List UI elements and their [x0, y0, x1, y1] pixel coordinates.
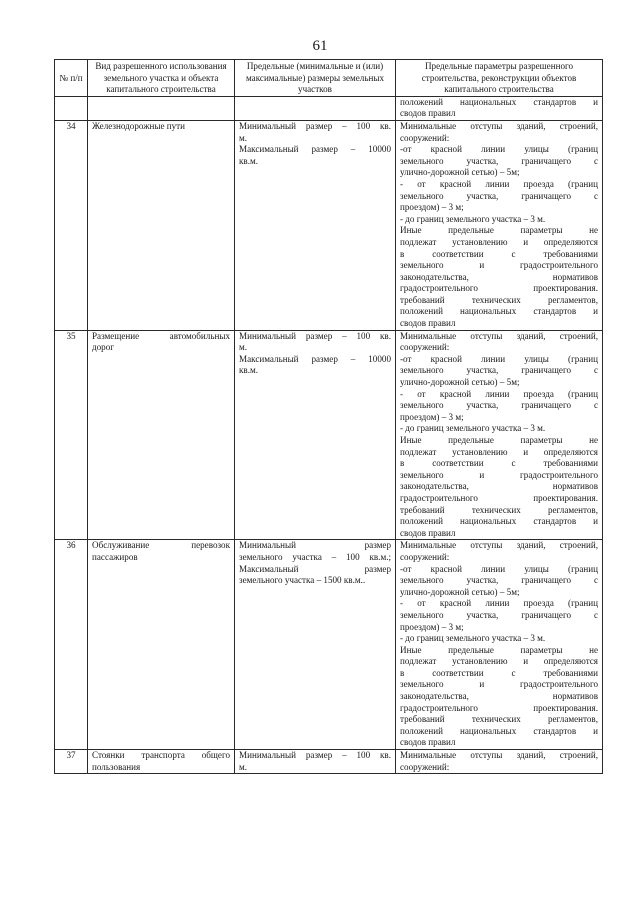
param-line: сооружений: [400, 342, 450, 353]
param-line: земельного участка, граничащего с [400, 190, 598, 201]
param-line: требований технических регламентов, [400, 504, 598, 515]
param-line: -от красной линии улицы (границ [400, 353, 598, 364]
param-line: - до границ земельного участка – 3 м. [400, 213, 546, 224]
param-line: земельного и градостроительного [400, 469, 598, 480]
param-line: земельного участка, граничащего с [400, 575, 598, 586]
param-line: сооружений: [400, 761, 450, 772]
use-type-cell [88, 750, 235, 774]
param-line: - от красной линии проезда (границ [400, 598, 598, 609]
params-cell [396, 750, 603, 774]
size-line: земельного участка – 1500 кв.м.. [239, 575, 366, 586]
row-number: 36 [55, 540, 88, 750]
param-line: подлежат установлению и определяются [400, 656, 598, 667]
size-line: Максимальный размер [239, 563, 391, 574]
param-line: градостроительного проектирования. [400, 702, 598, 713]
param-line: Минимальные отступы зданий, строений, [400, 120, 598, 131]
use-type-line: Железнодорожные пути [92, 120, 186, 131]
param-line: -от красной линии улицы (границ [400, 563, 598, 574]
use-type-cell [88, 540, 235, 750]
params-cell [396, 120, 603, 330]
use-type-line: Размещение автомобильных [92, 330, 230, 341]
param-line: Иные предельные параметры не [400, 644, 598, 655]
use-type-line: Обслуживание перевозок [92, 540, 230, 551]
param-line: земельного участка, граничащего с [400, 609, 598, 620]
use-type-line: Стоянки транспорта общего [92, 750, 230, 761]
use-type-line: пассажиров [92, 551, 138, 562]
param-line: земельного и градостроительного [400, 679, 598, 690]
param-line: сводов правил [400, 108, 456, 119]
size-line: кв.м. [239, 155, 259, 166]
param-line: положений национальных стандартов и [400, 306, 598, 317]
size-cell [235, 120, 396, 330]
param-line: Иные предельные параметры не [400, 435, 598, 445]
param-line: подлежат установлению и определяются [400, 236, 598, 247]
size-line: Минимальный размер – 100 кв. [239, 750, 391, 761]
param-line: улично-дорожной сетью) – 5м; [400, 586, 520, 597]
param-line: в соответствии с требованиями [400, 248, 598, 259]
param-line: - от красной линии проезда (границ [400, 178, 598, 189]
continuation-row [55, 96, 603, 120]
param-line: Минимальные отступы зданий, строений, [400, 540, 598, 551]
param-line: -от красной линии улицы (границ [400, 144, 598, 155]
param-line: проездом) – 3 м; [400, 202, 464, 213]
param-line: улично-дорожной сетью) – 5м; [400, 167, 520, 178]
param-line: положений национальных стандартов и [400, 725, 598, 736]
param-line: земельного участка, граничащего с [400, 365, 598, 376]
params-cell [396, 330, 603, 540]
page-number: 61 [312, 38, 328, 54]
param-line: законодательства, нормативов [400, 481, 598, 492]
param-line: улично-дорожной сетью) – 5м; [400, 377, 520, 388]
param-line: сооружений: [400, 132, 450, 143]
size-line: м. [239, 761, 248, 772]
params-cell [396, 540, 603, 750]
param-line: - от красной линии проезда (границ [400, 388, 598, 399]
table-row [55, 330, 603, 540]
param-line: земельного и градостроительного [400, 260, 598, 271]
param-line: законодательства, нормативов [400, 271, 598, 282]
param-line: в соответствии с требованиями [400, 458, 598, 469]
param-line: сооружений: [400, 551, 450, 562]
size-line: Минимальный размер – 100 кв. [239, 120, 391, 131]
size-line: кв.м. [239, 365, 259, 376]
header-use-type: Вид разрешенного использования земельного участка и объекта капитального строительства [88, 60, 235, 97]
row-number: 35 [55, 330, 88, 540]
header-num: № п/п [55, 60, 88, 97]
size-line: Минимальный размер [239, 540, 391, 551]
param-line: положений национальных стандартов и [400, 96, 598, 107]
header-params: Предельные параметры разрешенного строительства, реконструкции объектов капитального строительства [396, 60, 603, 97]
size-line: Минимальный размер – 100 кв. [239, 330, 391, 341]
continuation-size [235, 96, 396, 120]
size-line: м. [239, 342, 248, 353]
land-use-table [54, 59, 603, 774]
param-line: положений национальных стандартов и [400, 516, 598, 527]
param-line: сводов правил [400, 318, 456, 329]
param-line: земельного участка, граничащего с [400, 155, 598, 166]
table-row [55, 120, 603, 330]
use-type-cell [88, 330, 235, 540]
size-line: Максимальный размер – 10000 [239, 353, 391, 364]
use-type-line: пользования [92, 761, 141, 772]
size-cell [235, 750, 396, 774]
table-header-row [55, 60, 603, 97]
param-line: Иные предельные параметры не [400, 225, 598, 236]
param-line: земельного участка, граничащего с [400, 400, 598, 411]
param-line: - до границ земельного участка – 3 м. [400, 423, 546, 434]
size-cell [235, 330, 396, 540]
param-line: законодательства, нормативов [400, 691, 598, 702]
param-line: Минимальные отступы зданий, строений, [400, 330, 598, 341]
size-cell [235, 540, 396, 750]
param-line: подлежат установлению и определяются [400, 446, 598, 457]
param-line: проездом) – 3 м; [400, 411, 464, 422]
row-number: 37 [55, 750, 88, 774]
param-line: - до границ земельного участка – 3 м. [400, 633, 546, 644]
header-sizes: Предельные (минимальные и (или) максимальные) размеры земельных участков [235, 60, 396, 97]
param-line: требований технических регламентов, [400, 294, 598, 305]
table-row [55, 750, 603, 774]
continuation-params [396, 96, 603, 120]
param-line: в соответствии с требованиями [400, 667, 598, 678]
param-line: сводов правил [400, 527, 456, 538]
param-line: сводов правил [400, 737, 456, 748]
use-type-cell [88, 120, 235, 330]
use-type-line: дорог [92, 342, 114, 353]
param-line: Минимальные отступы зданий, строений, [400, 750, 598, 761]
continuation-use [88, 96, 235, 120]
param-line: требований технических регламентов, [400, 714, 598, 725]
size-line: Максимальный размер – 10000 [239, 144, 391, 155]
param-line: градостроительного проектирования. [400, 492, 598, 503]
param-line: градостроительного проектирования. [400, 283, 598, 294]
table-row [55, 540, 603, 750]
row-number: 34 [55, 120, 88, 330]
size-line: земельного участка – 100 кв.м.; [239, 551, 391, 562]
continuation-num [55, 96, 88, 120]
param-line: проездом) – 3 м; [400, 621, 464, 632]
size-line: м. [239, 132, 248, 143]
